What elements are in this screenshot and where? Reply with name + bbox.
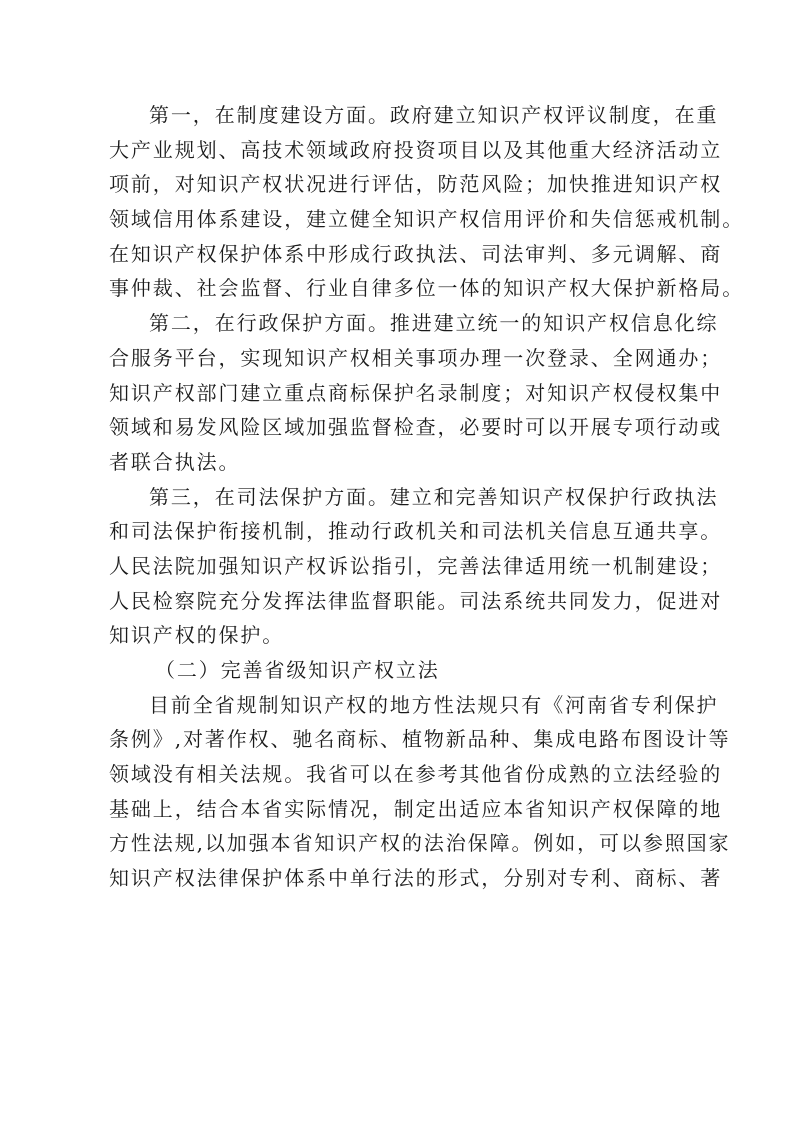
paragraph-4-line-3: 领域没有相关法规。我省可以在参考其他省份成熟的立法经验的 [109,762,723,787]
paragraph-1-line-3: 项前，对知识产权状况进行评估，防范风险；加快推进知识产权 [109,172,723,197]
paragraph-1-line-2: 大产业规划、高技术领域政府投资项目以及其他重大经济活动立 [109,137,723,162]
paragraph-3-line-1: 第三，在司法保护方面。建立和完善知识产权保护行政执法 [149,484,719,509]
paragraph-1-line-1: 第一，在制度建设方面。政府建立知识产权评议制度，在重 [149,103,719,127]
paragraph-4-line-6: 知识产权法律保护体系中单行法的形式，分别对专利、商标、著 [109,866,723,891]
paragraph-2-line-5: 者联合执法。 [109,449,241,474]
paragraph-2-line-2: 合服务平台，实现知识产权相关事项办理一次登录、全网通办； [109,345,723,370]
paragraph-3-line-5: 知识产权的保护。 [109,623,285,648]
paragraph-1-line-4: 领域信用体系建设，建立健全知识产权信用评价和失信惩戒机制。 [109,207,745,232]
paragraph-3-line-2: 和司法保护衔接机制，推动行政机关和司法机关信息互通共享。 [109,519,723,544]
paragraph-2-line-4: 领域和易发风险区域加强监督检查，必要时可以开展专项行动或 [109,415,723,440]
section-heading: （二）完善省级知识产权立法 [155,658,440,682]
document-body [109,98,745,896]
paragraph-4-line-4: 基础上，结合本省实际情况，制定出适应本省知识产权保障的地 [109,796,723,821]
paragraph-4-line-1: 目前全省规制知识产权的地方性法规只有《河南省专利保护 [149,692,719,717]
paragraph-4-line-5: 方性法规,以加强本省知识产权的法治保障。例如，可以参照国家 [109,831,731,856]
paragraph-1-line-6: 事仲裁、社会监督、行业自律多位一体的知识产权大保护新格局。 [109,276,745,301]
paragraph-2-line-1: 第二，在行政保护方面。推进建立统一的知识产权信息化综 [149,311,719,336]
paragraph-1-line-5: 在知识产权保护体系中形成行政执法、司法审判、多元调解、商 [109,241,723,266]
paragraph-3-line-3: 人民法院加强知识产权诉讼指引，完善法律适用统一机制建设； [109,553,723,578]
paragraph-4-line-2: 条例》,对著作权、驰名商标、植物新品种、集成电路布图设计等 [109,727,731,752]
paragraph-2-line-3: 知识产权部门建立重点商标保护名录制度；对知识产权侵权集中 [109,380,723,405]
paragraph-3-line-4: 人民检察院充分发挥法律监督职能。司法系统共同发力，促进对 [109,588,723,613]
